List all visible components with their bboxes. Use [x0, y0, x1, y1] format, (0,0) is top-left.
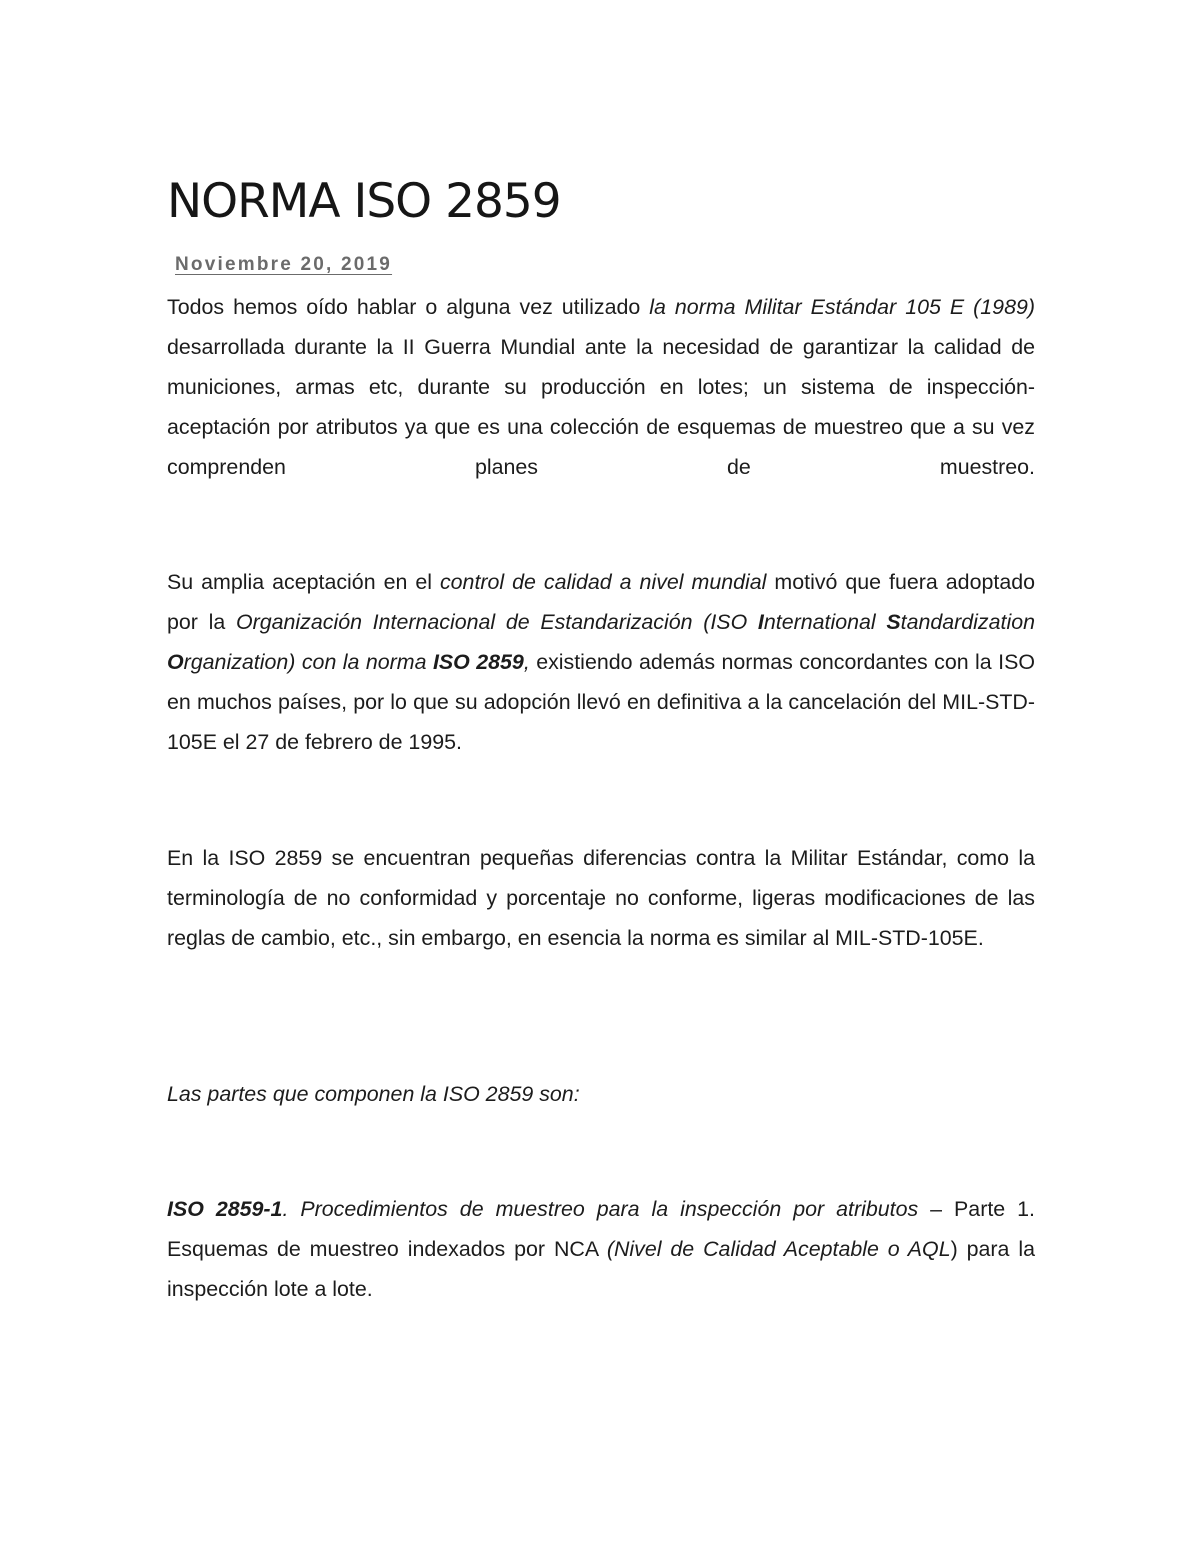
part-1-text-1: – Parte 1. Esquemas de muestreo indexados por NCA [167, 1197, 1035, 1261]
part-1-code: ISO 2859-1 [167, 1197, 283, 1221]
paragraph-differences: En la ISO 2859 se encuentran pequeñas diferencias contra la Militar Estándar, como la terminología de no conformidad y porcentaje no conforme, ligeras modificaciones de las reglas de cambio, etc., sin embargo, en esencia la norma es similar al MIL-STD-105E. [167, 846, 1035, 950]
intro-text-2: desarrollada durante la II Guerra Mundial ante la necesidad de garantizar la calidad de municiones, armas etc, durante su producción en lotes; un sistema de inspección-aceptación por atributos ya que es una colección de esquemas de muestreo que a su vez comprenden planes de muestreo. [167, 335, 1035, 479]
adoption-italic-comma: , [523, 650, 530, 674]
adoption-text-3: existiendo además normas concordantes con la ISO en muchos países, por lo que su adopción llevó en definitiva a la cancelación del MIL-STD-105E el 27 de febrero de 1995. [167, 650, 1035, 754]
paragraph-adoption [167, 562, 1035, 762]
adoption-bold-o: O [167, 650, 184, 674]
part-1-italic-nca: (Nivel de Calidad Aceptable o AQL [606, 1237, 951, 1261]
paragraph-intro [167, 287, 1035, 487]
adoption-italic-org: Organización Internacional de Estandarización (ISO [235, 610, 758, 634]
adoption-italic-nternational: nternational [763, 610, 887, 634]
adoption-italic-quality: control de calidad a nivel mundial [439, 570, 767, 594]
intro-italic-standard: la norma Militar Estándar 105 E (1989) [649, 295, 1035, 319]
page-title: NORMA ISO 2859 [167, 174, 561, 229]
parts-heading-text: Las partes que componen la ISO 2859 son: [167, 1082, 580, 1106]
paragraph-parts-heading [167, 1074, 1035, 1114]
part-1-text-2: ) para la inspección lote a lote. [167, 1237, 1035, 1301]
adoption-bold-iso: ISO 2859 [432, 650, 524, 674]
part-1-italic-title: . Procedimientos de muestreo para la inspección por atributos [282, 1197, 919, 1221]
adoption-italic-tandardization: tandardization [900, 610, 1036, 634]
adoption-text-2: motivó que fuera adoptado por la [167, 570, 1036, 634]
post-date-link[interactable]: Noviembre 20, 2019 [175, 254, 393, 275]
adoption-bold-i: I [757, 610, 764, 634]
intro-text-1: Todos hemos oído hablar o alguna vez utilizado [167, 295, 650, 319]
paragraph-part-1 [167, 1189, 1035, 1309]
adoption-bold-s: S [886, 610, 901, 634]
adoption-text-1: Su amplia aceptación en el [167, 570, 440, 594]
adoption-italic-rganization: rganization) con la norma [183, 650, 433, 674]
